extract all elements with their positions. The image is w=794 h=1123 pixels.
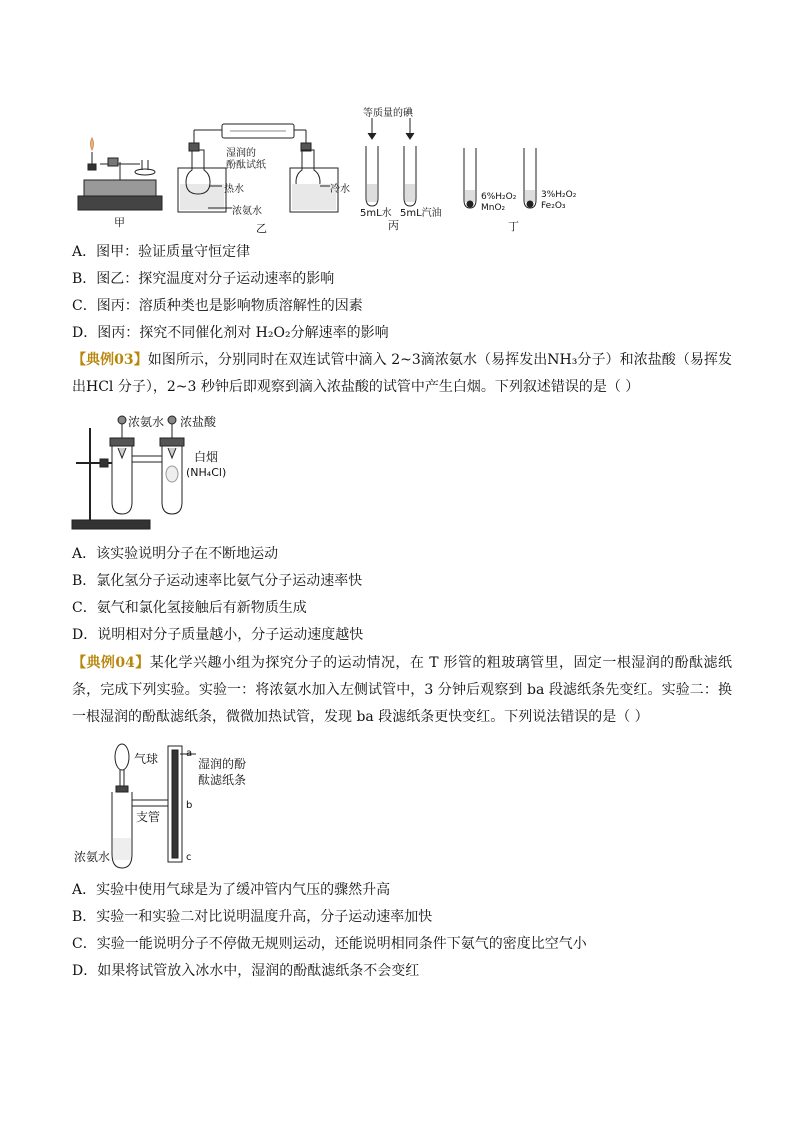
q3-drawing <box>0 410 794 550</box>
q3-option-b: B．氯化氢分子运动速率比氨气分子运动速率快 <box>72 573 363 589</box>
hot-water-label: 热水 <box>224 184 244 195</box>
q4-label-a: a <box>186 748 193 759</box>
conc-ammonia-label: 浓氨水 <box>232 206 262 217</box>
q2-option-b: B．图乙：探究温度对分子运动速率的影响 <box>72 271 335 287</box>
fig1-drawing <box>0 0 794 240</box>
q3-nh4cl-label: (NH₄Cl) <box>186 466 227 479</box>
q3-text: 如图所示，分别同时在双连试管中滴入 2~3滴浓氨水（易挥发出NH₃分子）和浓盐酸（易挥发出HCl 分子），2~3 秒钟后即观察到滴入浓盐酸的试管中产生白烟。下列叙述错误的是（ ） <box>72 352 732 395</box>
q4-ammonia-label: 浓氨水 <box>74 850 111 864</box>
water-5ml-label: 5mL水 <box>360 208 392 219</box>
balance-apparatus <box>78 138 162 210</box>
cold-water-label: 冷水 <box>330 184 350 195</box>
q4-paper-label: 湿润的酚 酞滤纸条 <box>198 757 247 787</box>
wet-paper-label: 湿润的 酚酞试纸 <box>226 148 266 171</box>
q2-option-a: A．图甲：验证质量守恒定律 <box>72 244 251 260</box>
q4-branch-label: 支管 <box>136 810 161 824</box>
q4-label-b: b <box>186 800 193 811</box>
caption-yi: 乙 <box>256 222 267 235</box>
q3-tag: 【典例03】 <box>72 352 148 368</box>
q3-option-c: C．氨气和氯化氢接触后有新物质生成 <box>72 600 307 616</box>
h2o2-6-label: 6%H₂O₂ <box>481 192 517 202</box>
q4-option-b: B．实验一和实验二对比说明温度升高，分子运动速率加快 <box>72 909 433 925</box>
q4-option-d: D．如果将试管放入冰水中，湿润的酚酞滤纸条不会变红 <box>72 963 420 979</box>
q3-option-a: A．该实验说明分子在不断地运动 <box>72 546 279 562</box>
q4-balloon-label: 气球 <box>134 752 159 766</box>
gasoline-5ml-label: 5mL汽油 <box>400 208 442 219</box>
q3-smoke-label: 白烟 <box>194 450 219 464</box>
mno2-label: MnO₂ <box>481 203 506 213</box>
q2-option-d: D．图丙：探究不同催化剂对 H₂O₂分解速率的影响 <box>72 325 389 341</box>
q4-drawing <box>0 736 794 876</box>
q4-label-c: c <box>186 852 192 863</box>
q3-hcl-label: 浓盐酸 <box>180 415 217 429</box>
q3-stem <box>72 347 732 401</box>
caption-jia: 甲 <box>114 216 125 229</box>
q4-option-c: C．实验一能说明分子不停做无规则运动，还能说明相同条件下氨气的密度比空气小 <box>72 936 587 952</box>
q4-text: 某化学兴趣小组为探究分子的运动情况，在 T 形管的粗玻璃管里，固定一根湿润的酚酞滤纸条，完成下列实验。实验一：将浓氨水加入左侧试管中，3 分钟后观察到 ba 段滤纸条先变红。实验二：换一根湿润的酚酞滤纸条，微微加热试管，发现 ba 段滤纸条更快变红。下列说法错误的是（ ） <box>72 655 732 725</box>
q2-option-c: C．图丙：溶质种类也是影响物质溶解性的因素 <box>72 298 363 314</box>
fe2o3-label: Fe₂O₃ <box>541 201 566 211</box>
q4-stem <box>72 650 732 731</box>
q3-option-d: D．说明相对分子质量越小，分子运动速度越快 <box>72 627 364 643</box>
caption-bing: 丙 <box>388 219 399 232</box>
q4-option-a: A．实验中使用气球是为了缓冲管内气压的骤然升高 <box>72 882 391 898</box>
q4-tag: 【典例04】 <box>72 655 150 671</box>
iodine-tubes <box>366 118 416 206</box>
h2o2-3-label: 3%H₂O₂ <box>541 190 577 200</box>
caption-ding: 丁 <box>508 220 519 233</box>
q3-ammonia-label: 浓氨水 <box>128 415 165 429</box>
equal-iodine-label: 等质量的碘 <box>363 108 413 119</box>
